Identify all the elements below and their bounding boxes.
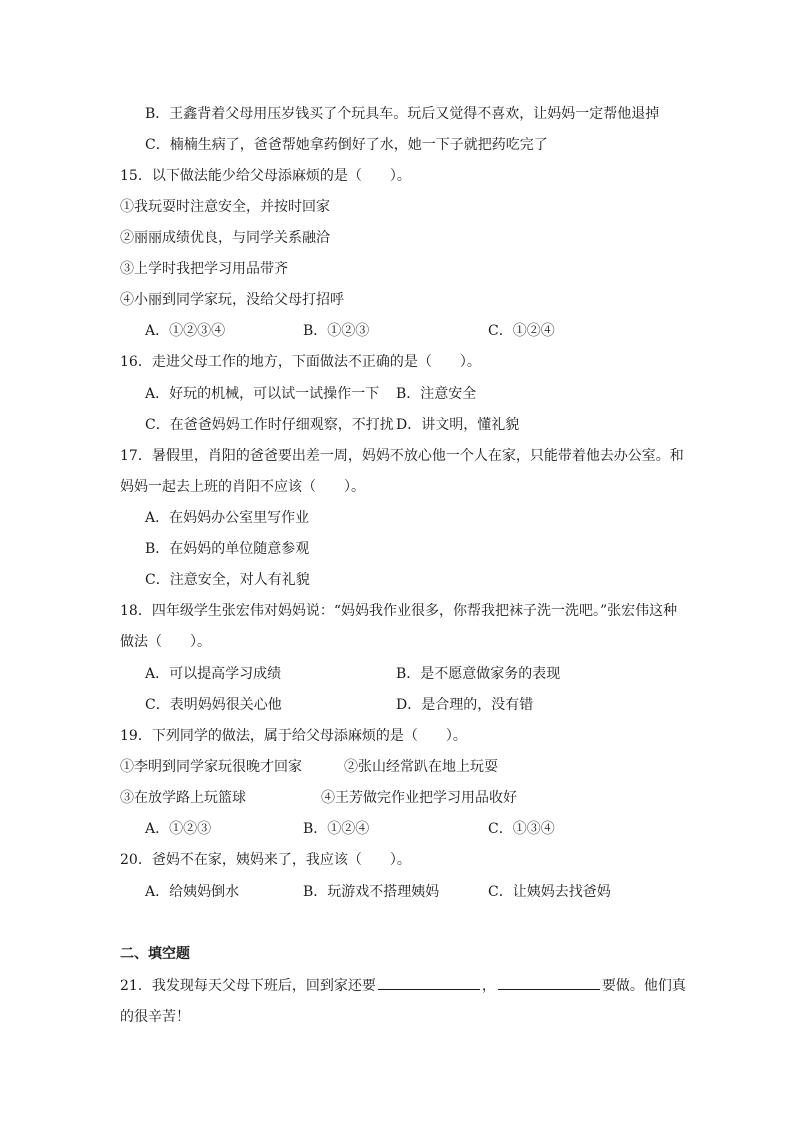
- q16-stem: 16．走进父母工作的地方，下面做法不正确的是（ ）。: [120, 354, 481, 370]
- q15-item-3: ③上学时我把学习用品带齐: [120, 261, 288, 277]
- q17-stem-line1: 17．暑假里，肖阳的爸爸要出差一周，妈妈不放心他一个人在家，只能带着他去办公室。和: [120, 448, 684, 464]
- q17-option-c: C．注意安全，对人有礼貌: [145, 572, 310, 588]
- section-title-fill-in: 二、填空题: [120, 946, 190, 962]
- q21-blank-2[interactable]: [498, 975, 600, 990]
- q15-option-c: C．①②④: [488, 323, 555, 339]
- q14-option-c: C．楠楠生病了，爸爸帮她拿药倒好了水，她一下子就把药吃完了: [145, 137, 548, 153]
- q15-stem: 15．以下做法能少给父母添麻烦的是（ ）。: [120, 168, 411, 184]
- q21-line2: 的很辛苦！: [120, 1009, 190, 1025]
- q19-option-b: B．①②④: [303, 821, 370, 837]
- q21-part2: 要做。他们真: [601, 978, 686, 994]
- q16-option-c: C．在爸爸妈妈工作时仔细观察，不打扰: [145, 417, 394, 433]
- q21-part1: 21．我发现每天父母下班后，回到家还要: [120, 978, 376, 994]
- q19-option-c: C．①③④: [488, 821, 555, 837]
- q15-item-2: ②丽丽成绩优良，与同学关系融洽: [120, 230, 330, 246]
- q15-option-b: B．①②③: [303, 323, 370, 339]
- q19-stem: 19．下列同学的做法，属于给父母添麻烦的是（ ）。: [120, 728, 467, 744]
- q19-item-2: ②张山经常趴在地上玩耍: [344, 759, 498, 775]
- q17-stem-line2: 妈妈一起去上班的肖阳不应该（ ）。: [120, 479, 365, 495]
- q14-option-b: B．王鑫背着父母用压岁钱买了个玩具车。玩后又觉得不喜欢，让妈妈一定帮他退掉: [145, 106, 660, 122]
- q18-option-c: C．表明妈妈很关心他: [145, 697, 282, 713]
- q21-separator: ，: [481, 978, 496, 994]
- q16-option-a: A．好玩的机械，可以试一试操作一下: [145, 386, 380, 402]
- q15-option-a: A．①②③④: [145, 323, 226, 339]
- q19-item-3: ③在放学路上玩篮球: [120, 790, 246, 806]
- q15-item-4: ④小丽到同学家玩，没给父母打招呼: [120, 292, 344, 308]
- q19-option-a: A．①②③: [145, 821, 212, 837]
- q21-line1: [120, 975, 686, 996]
- q18-option-b: B．是不愿意做家务的表现: [396, 666, 561, 682]
- q20-option-c: C．让姨妈去找爸妈: [488, 884, 611, 900]
- q18-stem-line1: 18．四年级学生张宏伟对妈妈说：“妈妈我作业很多，你帮我把袜子洗一洗吧。”张宏伟这种: [120, 603, 678, 619]
- q20-stem: 20．爸妈不在家，姨妈来了，我应该（ ）。: [120, 852, 411, 868]
- q19-item-4: ④王芳做完作业把学习用品收好: [321, 790, 517, 806]
- q19-item-1: ①李明到同学家玩很晚才回家: [120, 759, 302, 775]
- q16-option-d: D．讲文明，懂礼貌: [396, 417, 520, 433]
- q18-option-a: A．可以提高学习成绩: [145, 666, 282, 682]
- q21-blank-1[interactable]: [378, 975, 480, 990]
- q16-option-b: B．注意安全: [396, 386, 477, 402]
- q20-option-b: B．玩游戏不搭理姨妈: [303, 884, 440, 900]
- q20-option-a: A．给姨妈倒水: [145, 884, 240, 900]
- q17-option-b: B．在妈妈的单位随意参观: [145, 541, 310, 557]
- q15-item-1: ①我玩耍时注意安全，并按时回家: [120, 199, 330, 215]
- q18-stem-line2: 做法（ ）。: [120, 634, 211, 650]
- q18-option-d: D．是合理的，没有错: [396, 697, 534, 713]
- q17-option-a: A．在妈妈办公室里写作业: [145, 510, 310, 526]
